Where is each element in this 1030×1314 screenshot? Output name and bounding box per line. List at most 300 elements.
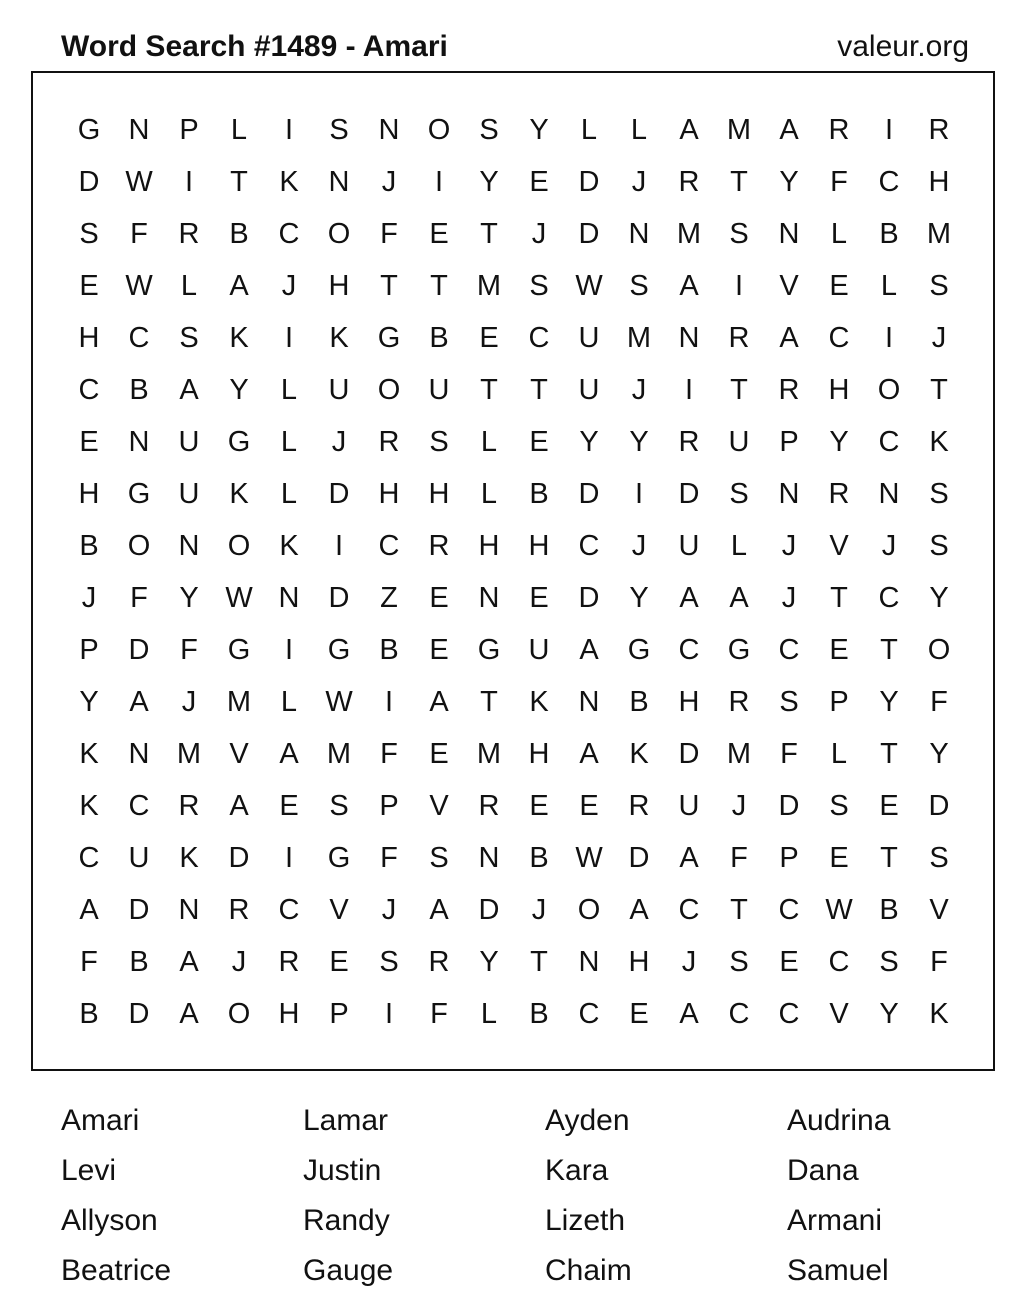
grid-letter[interactable]: R (178, 217, 200, 250)
grid-letter[interactable]: O (127, 529, 151, 562)
grid-letter[interactable]: U (528, 633, 550, 666)
grid-letter[interactable]: Y (879, 685, 899, 718)
grid-letter[interactable]: K (529, 685, 549, 718)
grid-letter[interactable]: T (230, 165, 248, 198)
grid-letter[interactable]: C (778, 893, 800, 926)
grid-letter[interactable]: W (575, 269, 603, 302)
grid-letter[interactable]: C (678, 633, 700, 666)
grid-letter[interactable]: S (729, 477, 749, 510)
grid-letter[interactable]: S (329, 113, 349, 146)
grid-letter[interactable]: I (884, 321, 894, 354)
grid-letter[interactable]: C (578, 529, 600, 562)
grid-letter[interactable]: A (429, 685, 449, 718)
grid-letter[interactable]: C (78, 841, 100, 874)
grid-letter[interactable]: Y (629, 425, 649, 458)
grid-letter[interactable]: K (179, 841, 199, 874)
grid-letter[interactable]: G (327, 841, 351, 874)
grid-letter[interactable]: B (529, 477, 549, 510)
grid-letter[interactable]: F (380, 841, 398, 874)
grid-letter[interactable]: P (829, 685, 849, 718)
grid-letter[interactable]: L (280, 685, 298, 718)
grid-letter[interactable]: K (229, 321, 249, 354)
grid-letter[interactable]: S (729, 945, 749, 978)
grid-letter[interactable]: S (829, 789, 849, 822)
grid-letter[interactable]: J (881, 529, 897, 562)
grid-letter[interactable]: A (179, 373, 199, 406)
grid-letter[interactable]: A (179, 945, 199, 978)
grid-letter[interactable]: C (778, 633, 800, 666)
grid-letter[interactable]: V (229, 737, 249, 770)
grid-letter[interactable]: R (428, 945, 450, 978)
grid-letter[interactable]: Y (179, 581, 199, 614)
grid-letter[interactable]: W (825, 893, 853, 926)
grid-letter[interactable]: C (878, 165, 900, 198)
grid-letter[interactable]: D (678, 737, 700, 770)
grid-letter[interactable]: A (679, 841, 699, 874)
grid-letter[interactable]: I (684, 373, 694, 406)
grid-letter[interactable]: D (578, 581, 600, 614)
grid-letter[interactable]: S (379, 945, 399, 978)
grid-letter[interactable]: I (384, 685, 394, 718)
grid-letter[interactable]: N (128, 737, 150, 770)
grid-letter[interactable]: U (428, 373, 450, 406)
grid-letter[interactable]: H (828, 373, 850, 406)
grid-letter[interactable]: N (178, 893, 200, 926)
grid-letter[interactable]: K (929, 997, 949, 1030)
grid-letter[interactable]: L (480, 477, 498, 510)
grid-letter[interactable]: Y (579, 425, 599, 458)
grid-letter[interactable]: A (279, 737, 299, 770)
grid-letter[interactable]: H (628, 945, 650, 978)
grid-letter[interactable]: C (678, 893, 700, 926)
grid-letter[interactable]: U (728, 425, 750, 458)
grid-letter[interactable]: L (230, 113, 248, 146)
grid-letter[interactable]: N (178, 529, 200, 562)
grid-letter[interactable]: T (530, 945, 548, 978)
grid-letter[interactable]: S (929, 269, 949, 302)
grid-letter[interactable]: E (629, 997, 649, 1030)
grid-letter[interactable]: F (780, 737, 798, 770)
grid-letter[interactable]: M (676, 217, 702, 250)
grid-letter[interactable]: V (829, 529, 849, 562)
grid-letter[interactable]: M (476, 269, 502, 302)
grid-letter[interactable]: N (678, 321, 700, 354)
grid-letter[interactable]: B (629, 685, 649, 718)
grid-letter[interactable]: I (384, 997, 394, 1030)
grid-letter[interactable]: S (729, 217, 749, 250)
grid-letter[interactable]: R (678, 165, 700, 198)
grid-letter[interactable]: J (381, 165, 397, 198)
grid-letter[interactable]: E (279, 789, 299, 822)
grid-letter[interactable]: G (77, 113, 101, 146)
grid-letter[interactable]: R (178, 789, 200, 822)
grid-letter[interactable]: J (81, 581, 97, 614)
grid-letter[interactable]: L (180, 269, 198, 302)
grid-letter[interactable]: Y (79, 685, 99, 718)
grid-letter[interactable]: P (779, 841, 799, 874)
grid-letter[interactable]: H (528, 737, 550, 770)
grid-letter[interactable]: N (128, 113, 150, 146)
grid-letter[interactable]: P (379, 789, 399, 822)
grid-letter[interactable]: C (828, 945, 850, 978)
grid-letter[interactable]: R (728, 685, 750, 718)
grid-letter[interactable]: F (180, 633, 198, 666)
grid-letter[interactable]: M (626, 321, 652, 354)
grid-letter[interactable]: R (628, 789, 650, 822)
grid-letter[interactable]: F (130, 581, 148, 614)
grid-letter[interactable]: Y (929, 737, 949, 770)
grid-letter[interactable]: W (225, 581, 253, 614)
grid-letter[interactable]: S (929, 477, 949, 510)
grid-letter[interactable]: J (531, 217, 547, 250)
grid-letter[interactable]: G (227, 425, 251, 458)
grid-letter[interactable]: G (227, 633, 251, 666)
grid-letter[interactable]: T (430, 269, 448, 302)
grid-letter[interactable]: C (778, 997, 800, 1030)
grid-letter[interactable]: B (379, 633, 399, 666)
grid-letter[interactable]: Y (479, 945, 499, 978)
grid-letter[interactable]: S (179, 321, 199, 354)
grid-letter[interactable]: D (78, 165, 100, 198)
grid-letter[interactable]: D (778, 789, 800, 822)
grid-letter[interactable]: D (928, 789, 950, 822)
grid-letter[interactable]: K (929, 425, 949, 458)
grid-letter[interactable]: F (380, 217, 398, 250)
grid-letter[interactable]: C (728, 997, 750, 1030)
grid-letter[interactable]: U (178, 477, 200, 510)
grid-letter[interactable]: L (830, 217, 848, 250)
grid-letter[interactable]: B (229, 217, 249, 250)
grid-letter[interactable]: A (129, 685, 149, 718)
grid-letter[interactable]: E (529, 165, 549, 198)
grid-letter[interactable]: U (678, 789, 700, 822)
grid-letter[interactable]: K (629, 737, 649, 770)
grid-letter[interactable]: A (679, 581, 699, 614)
grid-letter[interactable]: N (628, 217, 650, 250)
grid-letter[interactable]: S (479, 113, 499, 146)
grid-letter[interactable]: Y (879, 997, 899, 1030)
grid-letter[interactable]: D (578, 165, 600, 198)
grid-letter[interactable]: A (679, 997, 699, 1030)
grid-letter[interactable]: K (279, 165, 299, 198)
grid-letter[interactable]: P (179, 113, 199, 146)
grid-letter[interactable]: O (227, 997, 251, 1030)
grid-letter[interactable]: A (579, 737, 599, 770)
grid-letter[interactable]: Y (779, 165, 799, 198)
grid-letter[interactable]: S (79, 217, 99, 250)
grid-letter[interactable]: H (478, 529, 500, 562)
grid-letter[interactable]: L (580, 113, 598, 146)
grid-letter[interactable]: O (227, 529, 251, 562)
grid-letter[interactable]: J (781, 581, 797, 614)
grid-letter[interactable]: R (428, 529, 450, 562)
grid-letter[interactable]: J (631, 373, 647, 406)
grid-letter[interactable]: U (128, 841, 150, 874)
grid-letter[interactable]: J (781, 529, 797, 562)
grid-letter[interactable]: H (378, 477, 400, 510)
grid-letter[interactable]: J (681, 945, 697, 978)
grid-letter[interactable]: C (378, 529, 400, 562)
grid-letter[interactable]: E (579, 789, 599, 822)
grid-letter[interactable]: F (730, 841, 748, 874)
grid-letter[interactable]: B (129, 945, 149, 978)
grid-letter[interactable]: N (778, 217, 800, 250)
grid-letter[interactable]: E (829, 269, 849, 302)
grid-letter[interactable]: K (79, 789, 99, 822)
grid-letter[interactable]: K (279, 529, 299, 562)
grid-letter[interactable]: H (678, 685, 700, 718)
grid-letter[interactable]: B (129, 373, 149, 406)
grid-letter[interactable]: I (334, 529, 344, 562)
grid-letter[interactable]: D (328, 581, 350, 614)
grid-letter[interactable]: J (331, 425, 347, 458)
grid-letter[interactable]: I (184, 165, 194, 198)
grid-letter[interactable]: G (127, 477, 151, 510)
grid-letter[interactable]: Y (829, 425, 849, 458)
grid-letter[interactable]: C (828, 321, 850, 354)
grid-letter[interactable]: A (679, 269, 699, 302)
grid-letter[interactable]: U (178, 425, 200, 458)
grid-letter[interactable]: D (678, 477, 700, 510)
grid-letter[interactable]: M (926, 217, 952, 250)
grid-letter[interactable]: L (280, 425, 298, 458)
grid-letter[interactable]: V (929, 893, 949, 926)
grid-letter[interactable]: S (329, 789, 349, 822)
grid-letter[interactable]: J (531, 893, 547, 926)
grid-letter[interactable]: A (729, 581, 749, 614)
grid-letter[interactable]: E (879, 789, 899, 822)
grid-letter[interactable]: F (380, 737, 398, 770)
grid-letter[interactable]: J (731, 789, 747, 822)
grid-letter[interactable]: D (478, 893, 500, 926)
grid-letter[interactable]: N (478, 581, 500, 614)
grid-letter[interactable]: F (930, 945, 948, 978)
grid-letter[interactable]: V (779, 269, 799, 302)
grid-letter[interactable]: H (78, 321, 100, 354)
grid-letter[interactable]: D (228, 841, 250, 874)
grid-letter[interactable]: S (629, 269, 649, 302)
grid-letter[interactable]: R (778, 373, 800, 406)
grid-letter[interactable]: N (778, 477, 800, 510)
grid-letter[interactable]: T (380, 269, 398, 302)
grid-letter[interactable]: T (880, 737, 898, 770)
grid-letter[interactable]: R (928, 113, 950, 146)
grid-letter[interactable]: B (879, 893, 899, 926)
grid-letter[interactable]: W (575, 841, 603, 874)
grid-letter[interactable]: C (278, 893, 300, 926)
grid-letter[interactable]: W (325, 685, 353, 718)
grid-letter[interactable]: E (79, 425, 99, 458)
grid-letter[interactable]: D (578, 477, 600, 510)
grid-letter[interactable]: I (284, 321, 294, 354)
grid-letter[interactable]: C (278, 217, 300, 250)
grid-letter[interactable]: T (530, 373, 548, 406)
grid-letter[interactable]: R (478, 789, 500, 822)
grid-letter[interactable]: F (830, 165, 848, 198)
grid-letter[interactable]: I (434, 165, 444, 198)
grid-letter[interactable]: D (128, 893, 150, 926)
grid-letter[interactable]: E (79, 269, 99, 302)
grid-letter[interactable]: D (128, 633, 150, 666)
grid-letter[interactable]: L (280, 373, 298, 406)
grid-letter[interactable]: F (430, 997, 448, 1030)
grid-letter[interactable]: G (327, 633, 351, 666)
grid-letter[interactable]: E (829, 841, 849, 874)
grid-letter[interactable]: F (130, 217, 148, 250)
grid-letter[interactable]: G (727, 633, 751, 666)
grid-letter[interactable]: C (878, 581, 900, 614)
grid-letter[interactable]: Y (629, 581, 649, 614)
grid-letter[interactable]: C (128, 789, 150, 822)
grid-letter[interactable]: N (128, 425, 150, 458)
grid-letter[interactable]: O (577, 893, 601, 926)
grid-letter[interactable]: B (529, 841, 549, 874)
grid-letter[interactable]: G (477, 633, 501, 666)
grid-letter[interactable]: V (329, 893, 349, 926)
grid-letter[interactable]: I (734, 269, 744, 302)
grid-letter[interactable]: O (327, 217, 351, 250)
grid-letter[interactable]: R (728, 321, 750, 354)
grid-letter[interactable]: B (879, 217, 899, 250)
grid-letter[interactable]: E (479, 321, 499, 354)
grid-letter[interactable]: J (631, 529, 647, 562)
grid-letter[interactable]: D (328, 477, 350, 510)
grid-letter[interactable]: T (730, 893, 748, 926)
grid-letter[interactable]: P (779, 425, 799, 458)
grid-letter[interactable]: T (830, 581, 848, 614)
grid-letter[interactable]: P (79, 633, 99, 666)
grid-letter[interactable]: B (429, 321, 449, 354)
grid-letter[interactable]: E (529, 789, 549, 822)
grid-letter[interactable]: F (930, 685, 948, 718)
grid-letter[interactable]: E (329, 945, 349, 978)
grid-letter[interactable]: C (878, 425, 900, 458)
grid-letter[interactable]: I (284, 113, 294, 146)
grid-letter[interactable]: N (578, 945, 600, 978)
grid-letter[interactable]: A (429, 893, 449, 926)
grid-letter[interactable]: D (578, 217, 600, 250)
grid-letter[interactable]: S (929, 529, 949, 562)
grid-letter[interactable]: N (578, 685, 600, 718)
grid-letter[interactable]: H (528, 529, 550, 562)
grid-letter[interactable]: T (730, 373, 748, 406)
grid-letter[interactable]: D (628, 841, 650, 874)
grid-letter[interactable]: C (78, 373, 100, 406)
grid-letter[interactable]: O (877, 373, 901, 406)
grid-letter[interactable]: M (176, 737, 202, 770)
grid-letter[interactable]: E (429, 581, 449, 614)
grid-letter[interactable]: L (280, 477, 298, 510)
grid-letter[interactable]: E (429, 217, 449, 250)
grid-letter[interactable]: T (480, 685, 498, 718)
grid-letter[interactable]: W (125, 165, 153, 198)
grid-letter[interactable]: H (328, 269, 350, 302)
grid-letter[interactable]: L (880, 269, 898, 302)
grid-letter[interactable]: E (829, 633, 849, 666)
grid-letter[interactable]: J (931, 321, 947, 354)
grid-letter[interactable]: M (726, 737, 752, 770)
grid-letter[interactable]: K (79, 737, 99, 770)
grid-letter[interactable]: Y (479, 165, 499, 198)
grid-letter[interactable]: M (326, 737, 352, 770)
grid-letter[interactable]: E (779, 945, 799, 978)
grid-letter[interactable]: R (828, 113, 850, 146)
grid-letter[interactable]: K (229, 477, 249, 510)
grid-letter[interactable]: P (329, 997, 349, 1030)
grid-letter[interactable]: I (634, 477, 644, 510)
grid-letter[interactable]: U (678, 529, 700, 562)
grid-letter[interactable]: T (930, 373, 948, 406)
grid-letter[interactable]: H (928, 165, 950, 198)
grid-letter[interactable]: S (779, 685, 799, 718)
grid-letter[interactable]: I (884, 113, 894, 146)
grid-letter[interactable]: S (529, 269, 549, 302)
grid-letter[interactable]: C (128, 321, 150, 354)
grid-letter[interactable]: N (328, 165, 350, 198)
grid-letter[interactable]: N (278, 581, 300, 614)
grid-letter[interactable]: G (627, 633, 651, 666)
grid-letter[interactable]: N (378, 113, 400, 146)
grid-letter[interactable]: C (578, 997, 600, 1030)
grid-letter[interactable]: I (284, 841, 294, 874)
grid-letter[interactable]: M (726, 113, 752, 146)
grid-letter[interactable]: A (179, 997, 199, 1030)
grid-letter[interactable]: D (128, 997, 150, 1030)
grid-letter[interactable]: A (779, 113, 799, 146)
grid-letter[interactable]: Y (929, 581, 949, 614)
grid-letter[interactable]: L (480, 425, 498, 458)
grid-letter[interactable]: K (329, 321, 349, 354)
grid-letter[interactable]: J (381, 893, 397, 926)
grid-letter[interactable]: S (429, 841, 449, 874)
grid-letter[interactable]: A (229, 789, 249, 822)
grid-letter[interactable]: I (284, 633, 294, 666)
grid-letter[interactable]: B (79, 529, 99, 562)
grid-letter[interactable]: T (880, 633, 898, 666)
grid-letter[interactable]: L (480, 997, 498, 1030)
grid-letter[interactable]: U (578, 321, 600, 354)
grid-letter[interactable]: U (578, 373, 600, 406)
grid-letter[interactable]: T (880, 841, 898, 874)
grid-letter[interactable]: N (478, 841, 500, 874)
grid-letter[interactable]: E (429, 737, 449, 770)
grid-letter[interactable]: J (181, 685, 197, 718)
grid-letter[interactable]: R (828, 477, 850, 510)
grid-letter[interactable]: O (377, 373, 401, 406)
grid-letter[interactable]: B (79, 997, 99, 1030)
grid-letter[interactable]: M (226, 685, 252, 718)
grid-letter[interactable]: E (429, 633, 449, 666)
grid-letter[interactable]: L (730, 529, 748, 562)
grid-letter[interactable]: H (428, 477, 450, 510)
grid-letter[interactable]: A (579, 633, 599, 666)
grid-letter[interactable]: A (679, 113, 699, 146)
grid-letter[interactable]: J (231, 945, 247, 978)
grid-letter[interactable]: V (829, 997, 849, 1030)
grid-letter[interactable]: W (125, 269, 153, 302)
grid-letter[interactable]: O (427, 113, 451, 146)
grid-letter[interactable]: T (480, 217, 498, 250)
grid-letter[interactable]: O (927, 633, 951, 666)
grid-letter[interactable]: E (529, 581, 549, 614)
grid-letter[interactable]: Y (229, 373, 249, 406)
grid-letter[interactable]: J (281, 269, 297, 302)
grid-letter[interactable]: F (80, 945, 98, 978)
grid-letter[interactable]: T (730, 165, 748, 198)
grid-letter[interactable]: L (830, 737, 848, 770)
grid-letter[interactable]: A (779, 321, 799, 354)
grid-letter[interactable]: T (480, 373, 498, 406)
